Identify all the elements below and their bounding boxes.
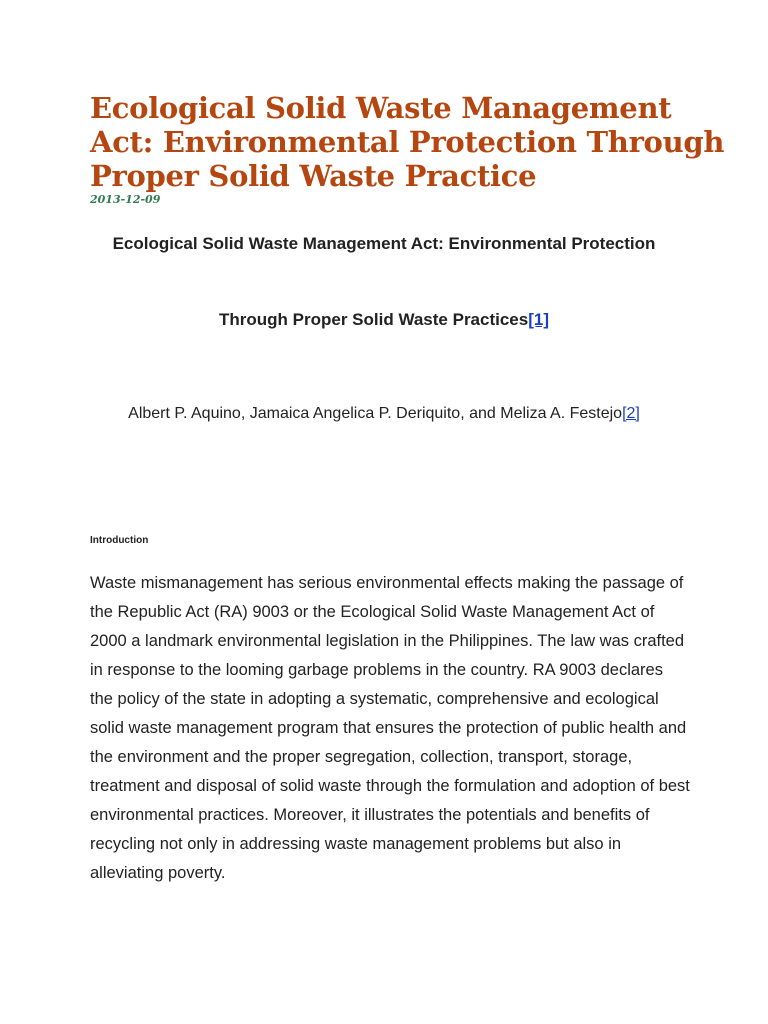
- footnote-link-1[interactable]: [1]: [528, 310, 549, 329]
- section-heading-introduction: Introduction: [90, 535, 149, 546]
- authors-text: Albert P. Aquino, Jamaica Angelica P. Deriquito, and Meliza A. Festejo: [128, 405, 623, 422]
- subtitle-line-2-text: Through Proper Solid Waste Practices: [219, 310, 529, 329]
- subtitle-line-2: [90, 305, 678, 334]
- subtitle-line-1: Ecological Solid Waste Management Act: Environmental Protection: [112, 234, 656, 253]
- footnote-link-2[interactable]: [2]: [622, 405, 640, 422]
- intro-paragraph: Waste mismanagement has serious environmental effects making the passage of the Republic Act (RA) 9003 or the Ecological Solid Waste Management Act of 2000 a landmark environmental legislation in the Philippines. The law was crafted in response to the looming garbage problems in the country. RA 9003 declares the policy of the state in adopting a systematic, comprehensive and ecological solid waste management program that ensures the protection of public health and the environment and the proper segregation, collection, transport, storage, treatment and disposal of solid waste through the formulation and adoption of best environmental practices. Moreover, it illustrates the potentials and benefits of recycling not only in addressing waste management problems but also in alleviating poverty.: [90, 574, 690, 882]
- article-title: Ecological Solid Waste Management Act: Environmental Protection Through Proper Solid Waste Practice: [90, 91, 725, 193]
- article-date: 2013-12-09: [90, 193, 161, 206]
- authors-line: [90, 399, 678, 428]
